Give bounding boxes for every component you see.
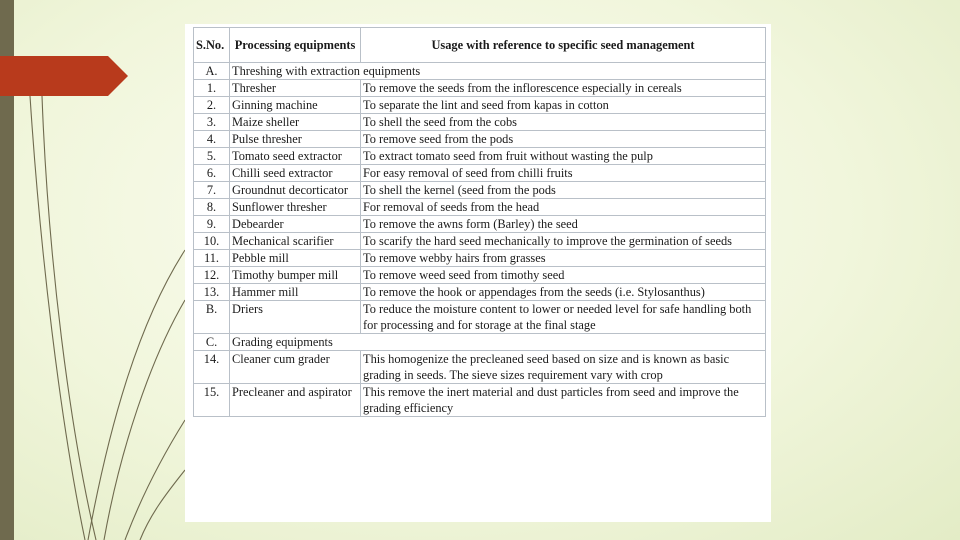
- cell-usage: This homogenize the precleaned seed based on size and is known as basic grading in seeds. The sieve sizes requirement vary with crop: [361, 351, 766, 384]
- cell-usage: To reduce the moisture content to lower or needed level for safe handling both for processing and for storage at the final stage: [361, 301, 766, 334]
- cell-usage: To remove the hook or appendages from the seeds (i.e. Stylosanthus): [361, 284, 766, 301]
- cell-usage: To remove webby hairs from grasses: [361, 250, 766, 267]
- cell-sno: 6.: [194, 165, 230, 182]
- cell-usage: For removal of seeds from the head: [361, 199, 766, 216]
- table-row: [194, 199, 766, 216]
- cell-equipment: Hammer mill: [230, 284, 361, 301]
- cell-usage: To scarify the hard seed mechanically to improve the germination of seeds: [361, 233, 766, 250]
- cell-equipment: Grading equipments: [230, 334, 766, 351]
- cell-sno: 14.: [194, 351, 230, 384]
- cell-equipment: Tomato seed extractor: [230, 148, 361, 165]
- cell-sno: 2.: [194, 97, 230, 114]
- header-equipment: Processing equipments: [230, 28, 361, 63]
- cell-sno: 8.: [194, 199, 230, 216]
- accent-arrow-tab: [0, 56, 128, 96]
- table-row: [194, 114, 766, 131]
- cell-usage: This remove the inert material and dust particles from seed and improve the grading efficiency: [361, 384, 766, 417]
- cell-usage: To remove the seeds from the inflorescence especially in cereals: [361, 80, 766, 97]
- table-row: [194, 80, 766, 97]
- cell-equipment: Pebble mill: [230, 250, 361, 267]
- cell-sno: 3.: [194, 114, 230, 131]
- table-row: [194, 250, 766, 267]
- table-row: [194, 334, 766, 351]
- table-row: [194, 165, 766, 182]
- table-body: [194, 63, 766, 417]
- cell-sno: 10.: [194, 233, 230, 250]
- cell-equipment: Groundnut decorticator: [230, 182, 361, 199]
- cell-equipment: Threshing with extraction equipments: [230, 63, 766, 80]
- cell-usage: To extract tomato seed from fruit without wasting the pulp: [361, 148, 766, 165]
- table-row: [194, 233, 766, 250]
- cell-equipment: Driers: [230, 301, 361, 334]
- cell-equipment: Maize sheller: [230, 114, 361, 131]
- cell-sno: 4.: [194, 131, 230, 148]
- cell-sno: C.: [194, 334, 230, 351]
- table-row: [194, 384, 766, 417]
- cell-sno: 15.: [194, 384, 230, 417]
- cell-usage: To remove seed from the pods: [361, 131, 766, 148]
- cell-usage: To shell the kernel (seed from the pods: [361, 182, 766, 199]
- cell-equipment: Chilli seed extractor: [230, 165, 361, 182]
- cell-sno: 1.: [194, 80, 230, 97]
- table-row: [194, 97, 766, 114]
- table-sheet: [185, 24, 771, 522]
- cell-usage: To remove weed seed from timothy seed: [361, 267, 766, 284]
- cell-usage: To separate the lint and seed from kapas in cotton: [361, 97, 766, 114]
- seed-processing-table: [193, 27, 766, 417]
- table-row: [194, 148, 766, 165]
- cell-equipment: Pulse thresher: [230, 131, 361, 148]
- cell-sno: 12.: [194, 267, 230, 284]
- cell-sno: 13.: [194, 284, 230, 301]
- cell-equipment: Timothy bumper mill: [230, 267, 361, 284]
- table-row: [194, 301, 766, 334]
- cell-sno: 11.: [194, 250, 230, 267]
- cell-sno: A.: [194, 63, 230, 80]
- table-row: [194, 216, 766, 233]
- table-row: [194, 267, 766, 284]
- cell-equipment: Cleaner cum grader: [230, 351, 361, 384]
- cell-usage: For easy removal of seed from chilli fruits: [361, 165, 766, 182]
- table-row: [194, 63, 766, 80]
- cell-equipment: Thresher: [230, 80, 361, 97]
- table-header-row: [194, 28, 766, 63]
- cell-equipment: Debearder: [230, 216, 361, 233]
- cell-sno: 5.: [194, 148, 230, 165]
- cell-sno: 9.: [194, 216, 230, 233]
- cell-usage: To remove the awns form (Barley) the seed: [361, 216, 766, 233]
- header-sno: S.No.: [194, 28, 230, 63]
- cell-equipment: Sunflower thresher: [230, 199, 361, 216]
- table-row: [194, 131, 766, 148]
- cell-equipment: Precleaner and aspirator: [230, 384, 361, 417]
- table-row: [194, 284, 766, 301]
- header-usage: Usage with reference to specific seed management: [361, 28, 766, 63]
- cell-equipment: Mechanical scarifier: [230, 233, 361, 250]
- table-row: [194, 182, 766, 199]
- cell-sno: B.: [194, 301, 230, 334]
- cell-sno: 7.: [194, 182, 230, 199]
- cell-usage: To shell the seed from the cobs: [361, 114, 766, 131]
- cell-equipment: Ginning machine: [230, 97, 361, 114]
- table-row: [194, 351, 766, 384]
